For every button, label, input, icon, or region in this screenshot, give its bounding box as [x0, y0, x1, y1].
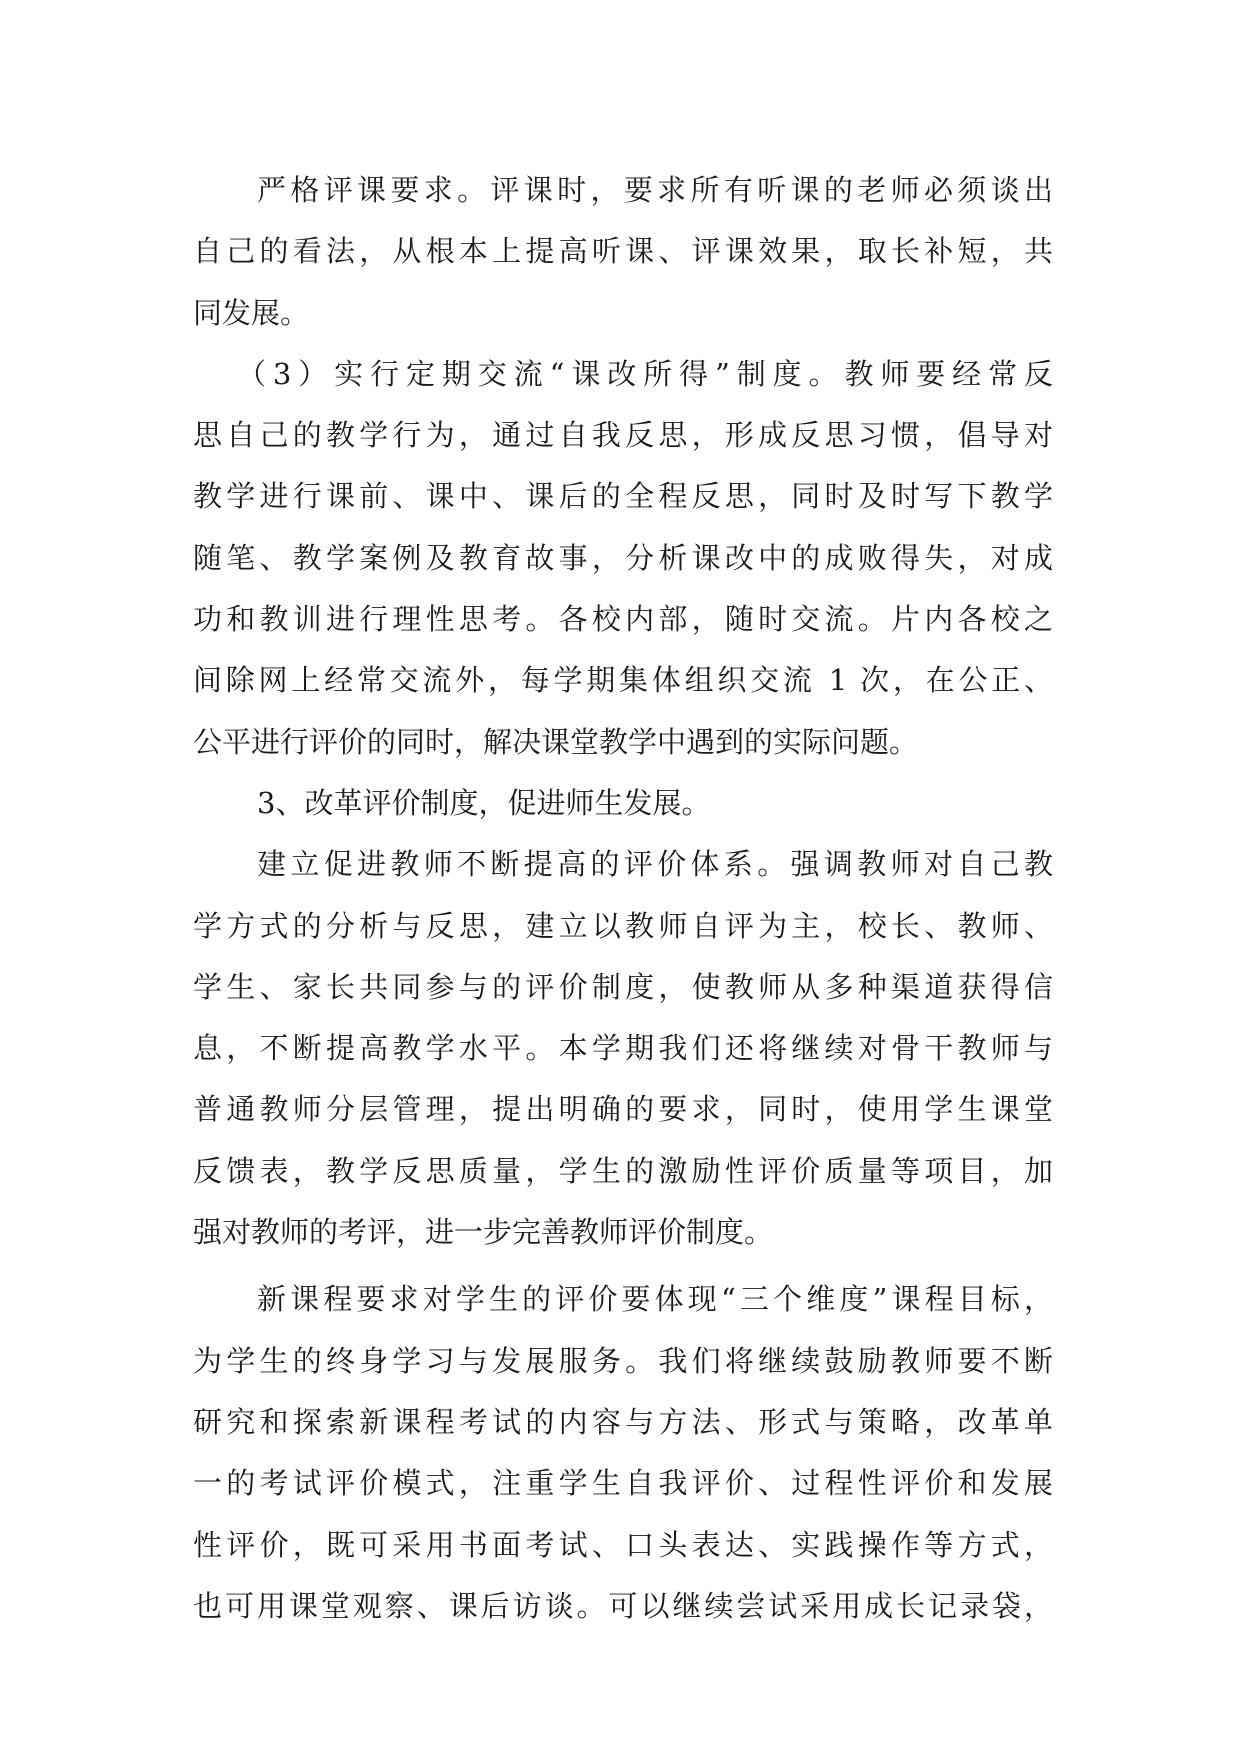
- document-body: [193, 160, 1053, 1637]
- paragraph-5: [193, 1269, 1053, 1637]
- text-line: 教学进行课前、课中、课后的全程反思，同时及时写下教学: [193, 479, 1053, 514]
- text-line: 为学生的终身学习与发展服务。我们将继续鼓励教师要不断: [193, 1343, 1053, 1378]
- text-line: （3）实行定期交流“课改所得”制度。教师要经常反: [237, 356, 1053, 391]
- text-line: 一的考试评价模式，注重学生自我评价、过程性评价和发展: [193, 1466, 1053, 1501]
- text-line: 新课程要求对学生的评价要体现“三个维度”课程目标，: [257, 1282, 1053, 1317]
- section-heading: 3、改革评价制度，促进师生发展。: [257, 785, 711, 820]
- text-line: 自己的看法，从根本上提高听课、评课效果，取长补短，共: [193, 234, 1053, 269]
- text-line: 随笔、教学案例及教育故事，分析课改中的成败得失，对成: [193, 540, 1053, 575]
- text-line: 间除网上经常交流外，每学期集体组织交流 1 次，在公正、: [193, 663, 1053, 698]
- paragraph-1: [193, 160, 1053, 344]
- text-line: 性评价，既可采用书面考试、口头表达、实践操作等方式，: [193, 1527, 1053, 1562]
- text-line: 功和教训进行理性思考。各校内部，随时交流。片内各校之: [193, 602, 1053, 637]
- text-line: 研究和探索新课程考试的内容与方法、形式与策略，改革单: [193, 1404, 1053, 1439]
- paragraph-2: [193, 344, 1053, 773]
- paragraph-4: [193, 834, 1053, 1263]
- text-line: 学生、家长共同参与的评价制度，使教师从多种渠道获得信: [193, 969, 1053, 1004]
- text-line: 严格评课要求。评课时，要求所有听课的老师必须谈出: [257, 173, 1053, 207]
- text-line: 也可用课堂观察、课后访谈。可以继续尝试采用成长记录袋，: [193, 1588, 1053, 1623]
- text-line: 学方式的分析与反思，建立以教师自评为主，校长、教师、: [193, 908, 1053, 943]
- text-line: 思自己的教学行为，通过自我反思，形成反思习惯，倡导对: [193, 418, 1053, 453]
- text-line: 反馈表，教学反思质量，学生的激励性评价质量等项目，加: [193, 1153, 1053, 1188]
- text-line: 同发展。: [193, 295, 310, 330]
- text-line: 息，不断提高教学水平。本学期我们还将继续对骨干教师与: [193, 1031, 1053, 1066]
- text-line: 公平进行评价的同时，解决课堂教学中遇到的实际问题。: [193, 724, 919, 759]
- text-line: 建立促进教师不断提高的评价体系。强调教师对自己教: [257, 847, 1053, 882]
- paragraph-3-heading: [193, 773, 1053, 834]
- text-line: 普通教师分层管理，提出明确的要求，同时，使用学生课堂: [193, 1092, 1053, 1127]
- text-line: 强对教师的考评，进一步完善教师评价制度。: [193, 1215, 774, 1250]
